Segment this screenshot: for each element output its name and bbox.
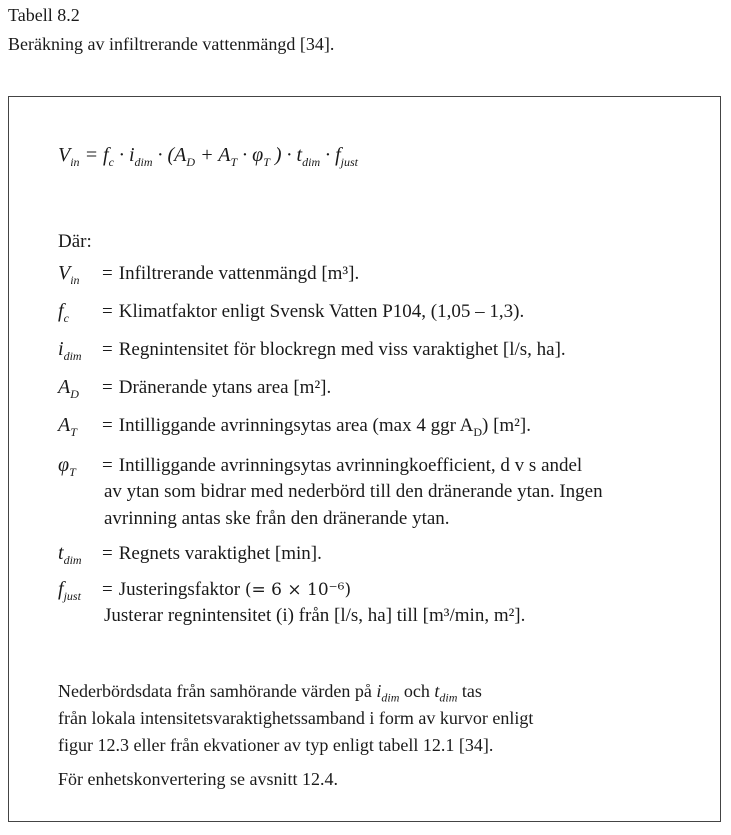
definition-text: Regnets varaktighet [min]. — [118, 543, 322, 564]
definition-text: Dränerande ytans area [m²]. — [118, 377, 332, 398]
definition-row: $f_{just}$ = Justeringsfaktor (= 6 × 10⁻⁶) — [58, 576, 351, 609]
symbol: $t_{dim}$ — [58, 542, 82, 567]
symbol: $f_{just}$ — [58, 578, 81, 603]
symbol: $f_c$ — [58, 300, 69, 325]
note-line: från lokala intensitetsvaraktighetssamband i form av kurvor enligt — [58, 708, 534, 728]
definition-row: $\varphi_T$ = Intilliggande avrinningsytas avrinningkoefficient, d v s andel — [58, 452, 582, 485]
definition-text: Intilliggande avrinningsytas avrinningkoefficient, d v s andel — [118, 455, 583, 476]
definition-row: $i_{dim}$ = Regnintensitet för blockregn med viss varaktighet [l/s, ha]. — [58, 336, 566, 369]
where-label: Där: — [58, 231, 92, 252]
definition-continuation: av ytan som bidrar med nederbörd till den dränerande ytan. Ingen — [104, 481, 603, 502]
table-title: Beräkning av infiltrerande vattenmängd [34]. — [8, 34, 335, 54]
definition-continuation: Justerar regnintensitet (i) från [l/s, ha] till [m³/min, m²]. — [104, 605, 526, 626]
symbol: $V_{in}$ — [58, 262, 80, 287]
definition-text: Justeringsfaktor (= 6 × 10⁻⁶) — [118, 579, 352, 600]
symbol: $A_T$ — [58, 414, 77, 439]
footer-note: För enhetskonvertering se avsnitt 12.4. — [58, 769, 338, 789]
note-line: figur 12.3 eller från ekvationer av typ enligt tabell 12.1 [34]. — [58, 735, 494, 755]
definition-text: Klimatfaktor enligt Svensk Vatten P104, (1,05 – 1,3). — [118, 301, 525, 322]
definition-continuation: avrinning antas ske från den dränerande ytan. — [104, 508, 450, 529]
definition-row: $t_{dim}$ = Regnets varaktighet [min]. — [58, 540, 322, 573]
definition-row: $V_{in}$ = Infiltrerande vattenmängd [m³]. — [58, 260, 359, 293]
symbol: $A_D$ — [58, 376, 79, 401]
adjustment-factor-value: (= 6 × 10⁻⁶) — [244, 580, 352, 600]
symbol: $\varphi_T$ — [58, 454, 76, 479]
definition-text: Intilliggande avrinningsytas area (max 4 ggr $A_D$) [m²]. — [118, 415, 531, 439]
definition-row: $f_c$ = Klimatfaktor enligt Svensk Vatten P104, (1,05 – 1,3). — [58, 298, 524, 331]
note-line: Nederbördsdata från samhörande värden på $i_{dim}$ och $t_{dim}$ tas — [58, 681, 482, 705]
main-formula: $V_{in} = f_c \cdot i_{dim} \cdot (A_D + A_T \cdot \varphi_T$ ) · $t_{dim} \cdot f_{just}$ — [58, 144, 359, 169]
definition-text: Infiltrerande vattenmängd [m³]. — [118, 263, 360, 284]
definition-row: $A_D$ = Dränerande ytans area [m²]. — [58, 374, 331, 407]
table-label: Tabell 8.2 — [8, 5, 80, 25]
symbol: $i_{dim}$ — [58, 338, 82, 363]
definition-row: $A_T$ = Intilliggande avrinningsytas area (max 4 ggr $A_D$) [m²]. — [58, 412, 531, 445]
definition-text: Regnintensitet för blockregn med viss varaktighet [l/s, ha]. — [118, 339, 566, 360]
